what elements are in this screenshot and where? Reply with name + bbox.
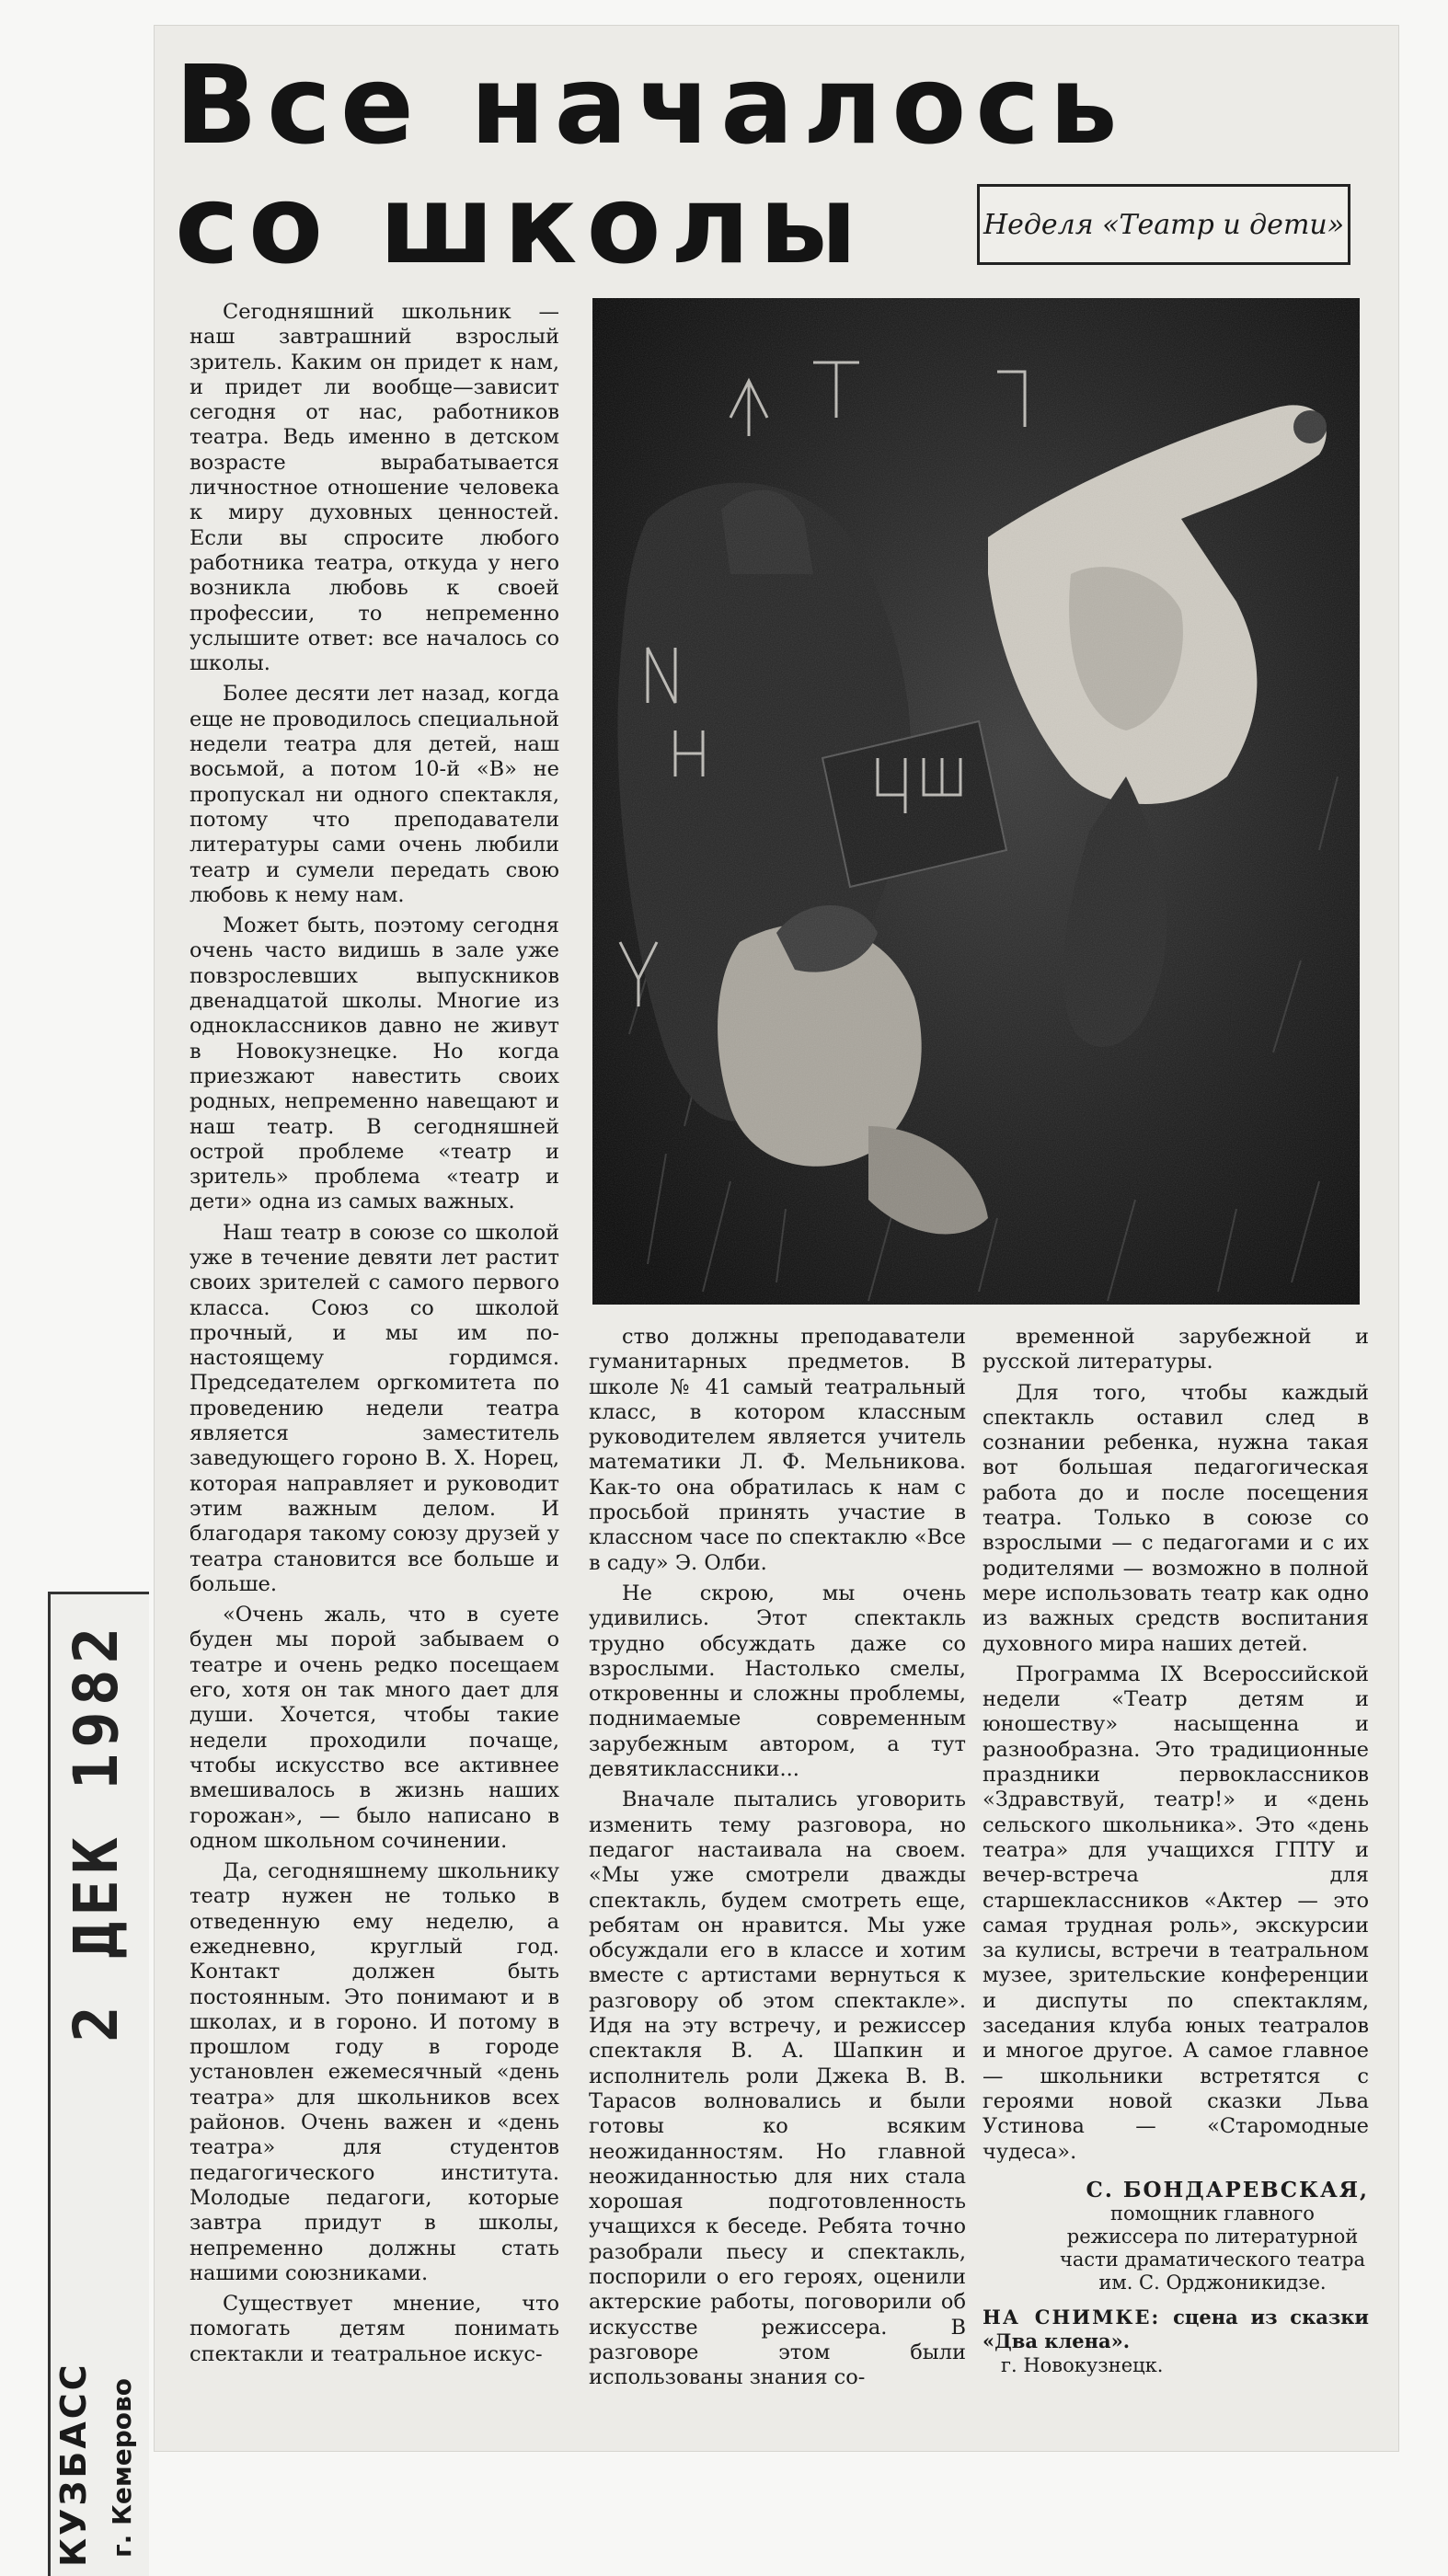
author-signature <box>983 2178 1369 2294</box>
photo-caption <box>983 2306 1369 2377</box>
rubric-box: Неделя «Театр и дети» <box>977 184 1350 265</box>
paragraph: Для того, чтобы каждый спектакль оставил след в сознании ребенка, нужна такая вот большая педагогическая работа до и после посещения театра. Только в союзе со взрослыми — с педагогами и с их родителями — возможно в полной мере использовать театр как одно из важных средств воспитания духовного мира наших детей. <box>983 1380 1369 1656</box>
paragraph: Более десяти лет назад, когда еще не проводилось специальной недели театра для детей, наш восьмой, а потом 10-й «В» не пропускал ни одного спектакля, потому что преподаватели литературы сами очень любили театр и сумели передать свою любовь к нему нам. <box>190 682 559 907</box>
paragraph: Может быть, поэтому сегодня очень часто видишь в зале уже повзрослевших выпускников двенадцатой школы. Многие из одноклассников давно не живут в Новокузнецке. Но когда приезжают навестить своих родных, непременно навещают и наш театр. В сегодняшней острой проблеме «театр и зритель» проблема «театр и дети» одна из самых важных. <box>190 914 559 1214</box>
caption-text: сцена из сказки «Два клена». <box>983 2306 1369 2353</box>
photo-theatre-scene-icon <box>592 298 1360 1305</box>
paragraph: Не скрою, мы очень удивились. Этот спектакль трудно обсуждать даже со взрослыми. Настолько смелы, откровенны и сложны проблемы, поднимаемые современным зарубежным автором, а тут девятиклассники... <box>589 1581 966 1782</box>
stamp-city: г. Кемерово <box>107 2377 137 2558</box>
paragraph: временной зарубежной и русской литературы. <box>983 1325 1369 1374</box>
article-column-1 <box>190 300 559 2453</box>
paragraph: Программа IX Всероссийской недели «Театр детям и юношеству» насыщенна и разнообразна. Это традиционные праздники первоклассников «Здравствуй, театр!» и «день сельского школьника». Это «день театра» для учащихся ГПТУ и вечер-встреча для старшеклассников «Актер — это самая трудная роль», экскурсии за кулисы, встречи в театральном музее, зрительские конференции и диспуты по спектаклям, заседания клуба юных театралов и многое другое. А самое главное — школьники встретятся с героями новой сказки Льва Устинова — «Старомодные чудеса». <box>983 1662 1369 2164</box>
article-photo <box>592 298 1360 1305</box>
paragraph: ство должны преподаватели гуманитарных предметов. В школе № 41 самый театральный класс, в котором классным руководителем является учитель математики Л. Ф. Мельникова. Как-то она обратилась к нам с просьбой принять участие в классном часе по спектаклю «Все в саду» Э. Олби. <box>589 1325 966 1575</box>
paragraph: Существует мнение, что помогать детям понимать спектакли и театральное искус- <box>190 2292 559 2366</box>
stamp-newspaper-name: КУЗБАСС <box>53 2362 94 2567</box>
paragraph: Вначале пытались уговорить изменить тему разговора, но педагог настаивала на своем. «Мы уже смотрели дважды спектакль, будем смотреть еще, ребятам он нравится. Мы уже обсуждали его в классе и хотим вместе с артистами вернуться к разговору об этом спектакле». Идя на эту встречу, и режиссер спектакля В. А. Шапкин и исполнитель роли Джека В. В. Тарасов волновались и были готовы ко всяким неожиданностям. Но главной неожиданностью для них стала хорошая подготовленность учащихся к беседе. Ребята точно разобрали пьесу и спектакль, поспорили о его героях, оценили актерские работы, поговорили об искусстве режиссера. В разговоре этом были использованы знания со- <box>589 1788 966 2390</box>
caption-city: г. Новокузнецк. <box>1001 2354 1164 2377</box>
author-name: С. БОНДАРЕВСКАЯ, <box>1086 2177 1369 2202</box>
paragraph: Сегодняшний школьник — наш завтрашний взрослый зритель. Каким он придет к нам, и придет ли вообще—зависит сегодня от нас, работников театра. Ведь именно в детском возрасте вырабатывается личностное отношение человека к миру духовных ценностей. Если вы спросите любого работника театра, откуда у него возникла любовь к своей профессии, то непременно услышите ответ: все началось со школы. <box>190 300 559 676</box>
stamp-date: 2 ДЕК 1982 <box>61 1621 132 2042</box>
headline-line-1: Все началось <box>175 41 1127 168</box>
paragraph: Наш театр в союзе со школой уже в течение девяти лет растит своих зрителей с самого первого класса. Союз со школой прочный, и мы им по-настоящему гордимся. Председателем оргкомитета по проведению недели театра является заместитель заведующего гороно В. Х. Норец, которая направляет и руководит этим важным делом. И благодаря такому союзу друзей у театра становится все больше и больше. <box>190 1220 559 1596</box>
article-column-3 <box>983 1325 1369 2429</box>
paragraph: Да, сегодняшнему школьнику театр нужен не только в отведенную ему неделю, а ежедневно, круглый год. Контакт должен быть постоянным. Это понимают и в школах, и в гороно. И потому в прошлом году в городе установлен ежемесячный «день театра» для школьников всех районов. Очень важен и «день театра» для студентов педагогического института. Молодые педагоги, которые завтра придут в школы, непременно должны стать нашими союзниками. <box>190 1859 559 2285</box>
author-info: помощник главного режиссера по литературной части драматического театра им. С. Орджоникидзе. <box>1059 2202 1366 2294</box>
paragraph: «Очень жаль, что в суете буден мы порой забываем о театре и очень редко посещаем его, хотя он так много дает для души. Хочется, чтобы такие недели проходили почаще, чтобы искусство все активнее вмешивалось в жизнь наших горожан», — было написано в одном школьном сочинении. <box>190 1603 559 1853</box>
headline-line-2: со школы <box>175 161 867 288</box>
caption-label: НА СНИМКЕ: <box>983 2306 1161 2329</box>
article-column-2 <box>589 1325 966 2438</box>
